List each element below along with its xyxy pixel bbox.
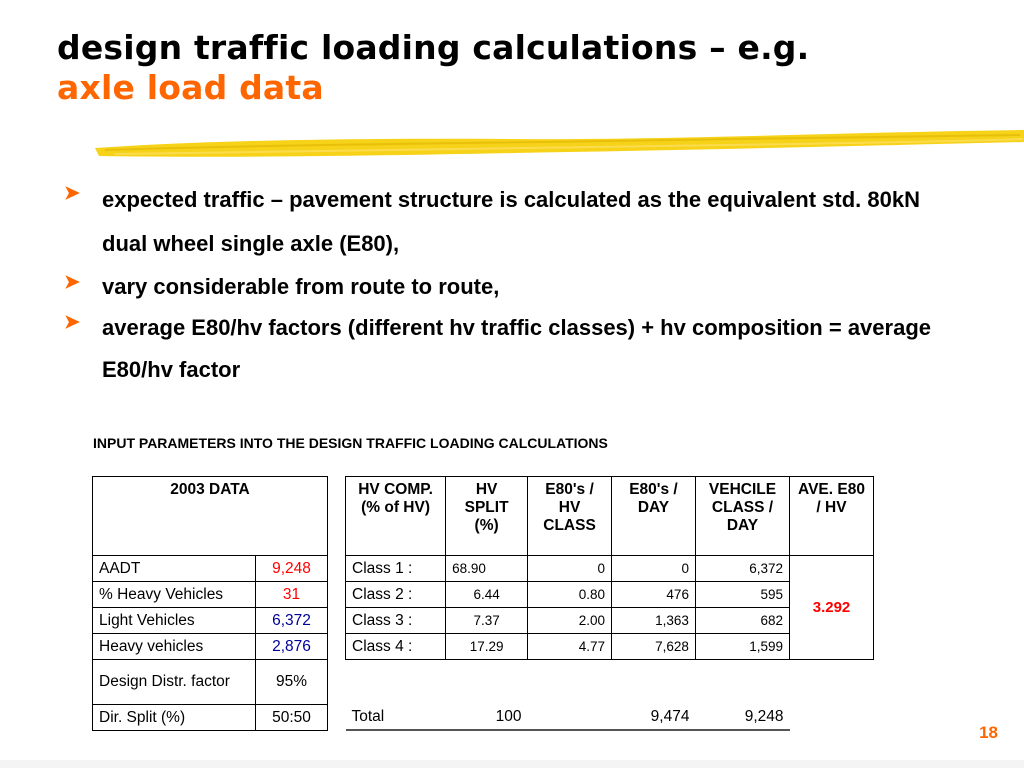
e80-per-hv-cell: 2.00 [528, 608, 612, 634]
hv-comp-cell: 7.37 [446, 608, 528, 634]
average-e80-value: 3.292 [790, 556, 874, 660]
table-row [93, 660, 328, 705]
bullet-item [62, 267, 962, 307]
hv-comp-cell: 6.44 [446, 582, 528, 608]
table-row [93, 705, 328, 731]
bullet-text: average E80/hv factors (different hv traffic classes) + hv composition = average E80/hv factor [102, 315, 931, 382]
total-e80-per-day: 9,474 [612, 704, 696, 730]
slide-title [57, 28, 809, 108]
hv-comp-cell: 68.90 [446, 556, 528, 582]
bullet-text: expected traffic – pavement structure is calculated as the equivalent std. 80kN dual wheel single axle (E80), [102, 187, 920, 256]
class-label: Class 2 : [346, 582, 446, 608]
param-label: AADT [93, 556, 256, 582]
bullet-text: vary considerable from route to route, [102, 274, 500, 299]
e80-per-hv-cell: 4.77 [528, 634, 612, 660]
table-row [93, 582, 328, 608]
title-line-1: design traffic loading calculations – e.g. [57, 28, 810, 67]
bullet-item [62, 307, 962, 391]
param-value: 6,372 [256, 608, 328, 634]
column-header: HV COMP. (% of HV) [346, 477, 446, 556]
param-value: 50:50 [256, 705, 328, 731]
vehicles-per-day-cell: 1,599 [695, 634, 789, 660]
table-row [346, 556, 874, 582]
table-header-row [93, 477, 328, 556]
e80-per-hv-cell: 0 [528, 556, 612, 582]
spacer-row [346, 660, 874, 705]
e80-per-day-cell: 1,363 [612, 608, 696, 634]
total-vehicles-per-day: 9,248 [695, 704, 789, 730]
title-line-2: axle load data [57, 68, 324, 107]
param-label: % Heavy Vehicles [93, 582, 256, 608]
arrow-bullet-icon: ➤ [64, 272, 80, 293]
vehicles-per-day-cell: 595 [695, 582, 789, 608]
vehicles-per-day-cell: 6,372 [695, 556, 789, 582]
param-label: Design Distr. factor [93, 660, 256, 705]
highlight-brush-stroke [95, 126, 1024, 166]
column-header: HV SPLIT (%) [446, 477, 528, 556]
total-label: Total [346, 704, 446, 730]
column-header: VEHCILE CLASS / DAY [695, 477, 789, 556]
table-row [93, 556, 328, 582]
table-row [93, 634, 328, 660]
class-label: Class 1 : [346, 556, 446, 582]
total-e80-per-hv [528, 704, 612, 730]
param-label: Dir. Split (%) [93, 705, 256, 731]
table-caption: INPUT PARAMETERS INTO THE DESIGN TRAFFIC LOADING CALCULATIONS [93, 435, 608, 451]
column-header: E80's / HV CLASS [528, 477, 612, 556]
e80-per-day-cell: 7,628 [612, 634, 696, 660]
param-value: 31 [256, 582, 328, 608]
column-header: AVE. E80 / HV [790, 477, 874, 556]
table-row [93, 608, 328, 634]
param-value: 95% [256, 660, 328, 705]
vehicles-per-day-cell: 682 [695, 608, 789, 634]
total-row [346, 704, 874, 730]
vehicle-class-table [345, 476, 874, 731]
param-value: 9,248 [256, 556, 328, 582]
input-parameters-table [92, 476, 328, 731]
column-header: 2003 DATA [93, 477, 328, 556]
e80-per-day-cell: 0 [612, 556, 696, 582]
param-label: Light Vehicles [93, 608, 256, 634]
page-number: 18 [979, 723, 998, 742]
bullet-item [62, 178, 962, 266]
e80-per-day-cell: 476 [612, 582, 696, 608]
bullet-list [62, 178, 962, 391]
spacer-cell [346, 660, 874, 705]
e80-per-hv-cell: 0.80 [528, 582, 612, 608]
class-label: Class 3 : [346, 608, 446, 634]
param-value: 2,876 [256, 634, 328, 660]
footer-bar [0, 760, 1024, 768]
column-header: E80's / DAY [612, 477, 696, 556]
arrow-bullet-icon: ➤ [64, 183, 80, 204]
table-header-row [346, 477, 874, 556]
arrow-bullet-icon: ➤ [64, 312, 80, 333]
class-label: Class 4 : [346, 634, 446, 660]
hv-comp-cell: 17.29 [446, 634, 528, 660]
total-hv-comp: 100 [446, 704, 528, 730]
param-label: Heavy vehicles [93, 634, 256, 660]
empty-cell [790, 704, 874, 730]
